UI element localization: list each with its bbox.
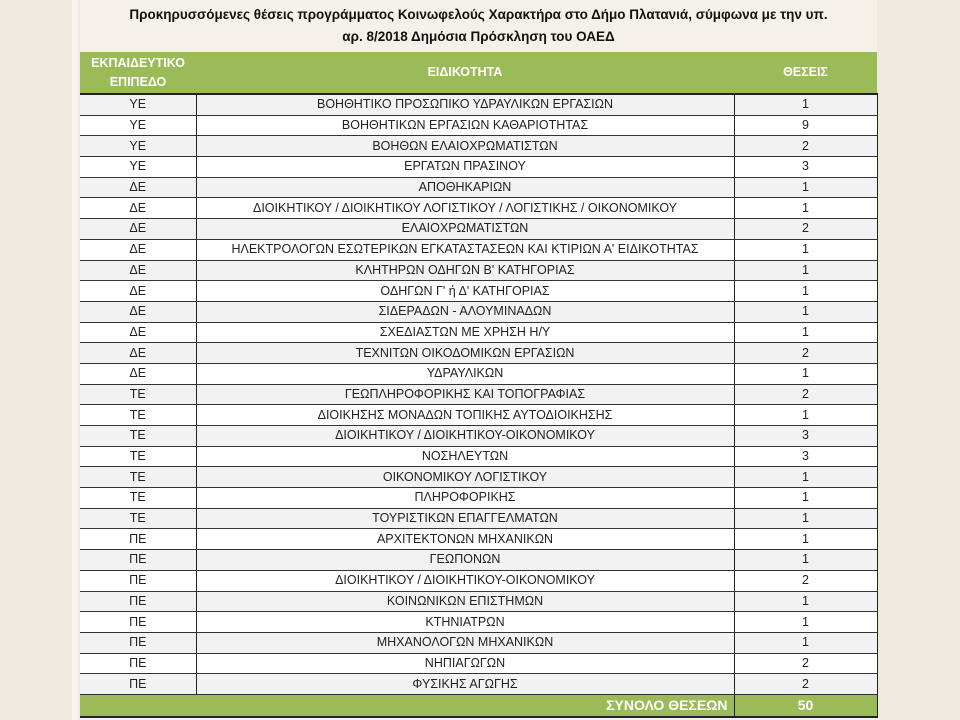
cell-education-level: ΔΕ [80,343,196,364]
cell-education-level: ΠΕ [80,632,196,653]
cell-education-level: ΥΕ [80,157,196,178]
table-row [80,260,877,281]
cell-education-level: ΤΕ [80,467,196,488]
cell-education-level: ΔΕ [80,301,196,322]
table-row [80,301,877,322]
title-line-2: αρ. 8/2018 Δημόσια Πρόσκληση του ΟΑΕΔ [342,29,615,44]
cell-specialty: ΚΛΗΤΗΡΩΝ ΟΔΗΓΩΝ Β' ΚΑΤΗΓΟΡΙΑΣ [196,260,734,281]
header-specialty: ΕΙΔΙΚΟΤΗΤΑ [196,52,734,94]
total-label: ΣΥΝΟΛΟ ΘΕΣΕΩΝ [80,694,734,717]
cell-positions: 1 [734,467,877,488]
cell-positions: 1 [734,488,877,509]
cell-positions: 1 [734,301,877,322]
table-row [80,467,877,488]
cell-positions: 1 [734,94,877,115]
cell-education-level: ΥΕ [80,136,196,157]
cell-education-level: ΠΕ [80,653,196,674]
cell-education-level: ΤΕ [80,405,196,426]
cell-positions: 1 [734,508,877,529]
slide-edge [72,0,78,720]
table-row [80,632,877,653]
cell-positions: 1 [734,260,877,281]
cell-specialty: ΣΙΔΕΡΑΔΩΝ - ΑΛΟΥΜΙΝΑΔΩΝ [196,301,734,322]
cell-positions: 1 [734,198,877,219]
header-education-level [80,52,196,94]
table-header-row [80,52,877,94]
cell-education-level: ΥΕ [80,94,196,115]
table-row [80,570,877,591]
cell-positions: 2 [734,136,877,157]
table-row [80,446,877,467]
total-value: 50 [734,694,877,717]
cell-positions: 9 [734,115,877,136]
table-row [80,426,877,447]
cell-positions: 3 [734,446,877,467]
table-row [80,157,877,178]
cell-positions: 2 [734,343,877,364]
cell-education-level: ΔΕ [80,239,196,260]
table-row [80,384,877,405]
cell-specialty: ΚΟΙΝΩΝΙΚΩΝ ΕΠΙΣΤΗΜΩΝ [196,591,734,612]
cell-specialty: ΠΛΗΡΟΦΟΡΙΚΗΣ [196,488,734,509]
table-row [80,239,877,260]
cell-specialty: ΝΗΠΙΑΓΩΓΩΝ [196,653,734,674]
cell-specialty: ΓΕΩΠΛΗΡΟΦΟΡΙΚΗΣ ΚΑΙ ΤΟΠΟΓΡΑΦΙΑΣ [196,384,734,405]
cell-positions: 1 [734,322,877,343]
cell-specialty: ΣΧΕΔΙΑΣΤΩΝ ΜΕ ΧΡΗΣΗ Η/Υ [196,322,734,343]
cell-positions: 1 [734,632,877,653]
cell-specialty: ΕΛΑΙΟΧΡΩΜΑΤΙΣΤΩΝ [196,219,734,240]
cell-education-level: ΤΕ [80,488,196,509]
header-positions: ΘΕΣΕΙΣ [734,52,877,94]
title-line-1: Προκηρυσσόμενες θέσεις προγράμματος Κοινωφελούς Χαρακτήρα στο Δήμο Πλατανιά, σύμφωνα με την υπ. [129,7,828,22]
table-row [80,653,877,674]
table-row [80,508,877,529]
table-row [80,115,877,136]
cell-specialty: ΤΟΥΡΙΣΤΙΚΩΝ ΕΠΑΓΓΕΛΜΑΤΩΝ [196,508,734,529]
table-row [80,94,877,115]
cell-education-level: ΔΕ [80,177,196,198]
table-row [80,529,877,550]
cell-education-level: ΤΕ [80,446,196,467]
cell-specialty: ΓΕΩΠΟΝΩΝ [196,550,734,571]
cell-specialty: ΚΤΗΝΙΑΤΡΩΝ [196,612,734,633]
cell-education-level: ΠΕ [80,674,196,695]
table-total-row [80,694,877,717]
cell-positions: 1 [734,612,877,633]
cell-specialty: ΒΟΗΘΗΤΙΚΩΝ ΕΡΓΑΣΙΩΝ ΚΑΘΑΡΙΟΤΗΤΑΣ [196,115,734,136]
cell-education-level: ΔΕ [80,198,196,219]
cell-positions: 2 [734,219,877,240]
cell-specialty: ΒΟΗΘΗΤΙΚΟ ΠΡΟΣΩΠΙΚΟ ΥΔΡΑΥΛΙΚΩΝ ΕΡΓΑΣΙΩΝ [196,94,734,115]
cell-education-level: ΔΕ [80,363,196,384]
cell-education-level: ΤΕ [80,508,196,529]
header-education-level-line1: ΕΚΠΑΙΔΕΥΤΙΚΟ [91,55,185,70]
header-education-level-line2: ΕΠΙΠΕΔΟ [109,74,167,89]
cell-education-level: ΤΕ [80,384,196,405]
table-row [80,363,877,384]
table-body [80,94,877,694]
table-row [80,177,877,198]
table-row [80,612,877,633]
cell-specialty: ΔΙΟΙΚΗΣΗΣ ΜΟΝΑΔΩΝ ΤΟΠΙΚΗΣ ΑΥΤΟΔΙΟΙΚΗΣΗΣ [196,405,734,426]
cell-positions: 1 [734,591,877,612]
table-row [80,674,877,695]
cell-education-level: ΔΕ [80,219,196,240]
table-row [80,281,877,302]
cell-specialty: ΕΡΓΑΤΩΝ ΠΡΑΣΙΝΟΥ [196,157,734,178]
table-row [80,405,877,426]
positions-table [80,52,878,718]
cell-specialty: ΟΔΗΓΩΝ Γ' ή Δ' ΚΑΤΗΓΟΡΙΑΣ [196,281,734,302]
cell-positions: 1 [734,363,877,384]
cell-positions: 3 [734,426,877,447]
cell-specialty: ΝΟΣΗΛΕΥΤΩΝ [196,446,734,467]
cell-positions: 3 [734,157,877,178]
table-row [80,322,877,343]
cell-specialty: ΔΙΟΙΚΗΤΙΚΟΥ / ΔΙΟΙΚΗΤΙΚΟΥ ΛΟΓΙΣΤΙΚΟΥ / ΛΟΓΙΣΤΙΚΗΣ / ΟΙΚΟΝΟΜΙΚΟΥ [196,198,734,219]
cell-positions: 2 [734,384,877,405]
cell-specialty: ΜΗΧΑΝΟΛΟΓΩΝ ΜΗΧΑΝΙΚΩΝ [196,632,734,653]
cell-positions: 2 [734,653,877,674]
cell-education-level: ΔΕ [80,281,196,302]
table-row [80,343,877,364]
cell-specialty: ΤΕΧΝΙΤΩΝ ΟΙΚΟΔΟΜΙΚΩΝ ΕΡΓΑΣΙΩΝ [196,343,734,364]
cell-education-level: ΤΕ [80,426,196,447]
cell-specialty: ΥΔΡΑΥΛΙΚΩΝ [196,363,734,384]
cell-education-level: ΥΕ [80,115,196,136]
table-row [80,198,877,219]
cell-education-level: ΠΕ [80,550,196,571]
cell-positions: 2 [734,570,877,591]
cell-specialty: ΟΙΚΟΝΟΜΙΚΟΥ ΛΟΓΙΣΤΙΚΟΥ [196,467,734,488]
cell-specialty: ΔΙΟΙΚΗΤΙΚΟΥ / ΔΙΟΙΚΗΤΙΚΟΥ-ΟΙΚΟΝΟΜΙΚΟΥ [196,426,734,447]
cell-positions: 2 [734,674,877,695]
cell-positions: 1 [734,529,877,550]
table-row [80,219,877,240]
table-row [80,591,877,612]
cell-specialty: ΦΥΣΙΚΗΣ ΑΓΩΓΗΣ [196,674,734,695]
cell-positions: 1 [734,239,877,260]
cell-education-level: ΔΕ [80,260,196,281]
cell-specialty: ΑΡΧΙΤΕΚΤΟΝΩΝ ΜΗΧΑΝΙΚΩΝ [196,529,734,550]
cell-specialty: ΗΛΕΚΤΡΟΛΟΓΩΝ ΕΣΩΤΕΡΙΚΩΝ ΕΓΚΑΤΑΣΤΑΣΕΩΝ ΚΑΙ ΚΤΙΡΙΩΝ Α' ΕΙΔΙΚΟΤΗΤΑΣ [196,239,734,260]
cell-education-level: ΠΕ [80,570,196,591]
cell-positions: 1 [734,177,877,198]
table-row [80,550,877,571]
cell-specialty: ΑΠΟΘΗΚΑΡΙΩΝ [196,177,734,198]
cell-education-level: ΔΕ [80,322,196,343]
cell-education-level: ΠΕ [80,612,196,633]
cell-positions: 1 [734,281,877,302]
cell-positions: 1 [734,405,877,426]
cell-specialty: ΒΟΗΘΩΝ ΕΛΑΙΟΧΡΩΜΑΤΙΣΤΩΝ [196,136,734,157]
document-title [80,4,877,48]
cell-positions: 1 [734,550,877,571]
table-row [80,488,877,509]
cell-education-level: ΠΕ [80,529,196,550]
cell-specialty: ΔΙΟΙΚΗΤΙΚΟΥ / ΔΙΟΙΚΗΤΙΚΟΥ-ΟΙΚΟΝΟΜΙΚΟΥ [196,570,734,591]
cell-education-level: ΠΕ [80,591,196,612]
table-row [80,136,877,157]
